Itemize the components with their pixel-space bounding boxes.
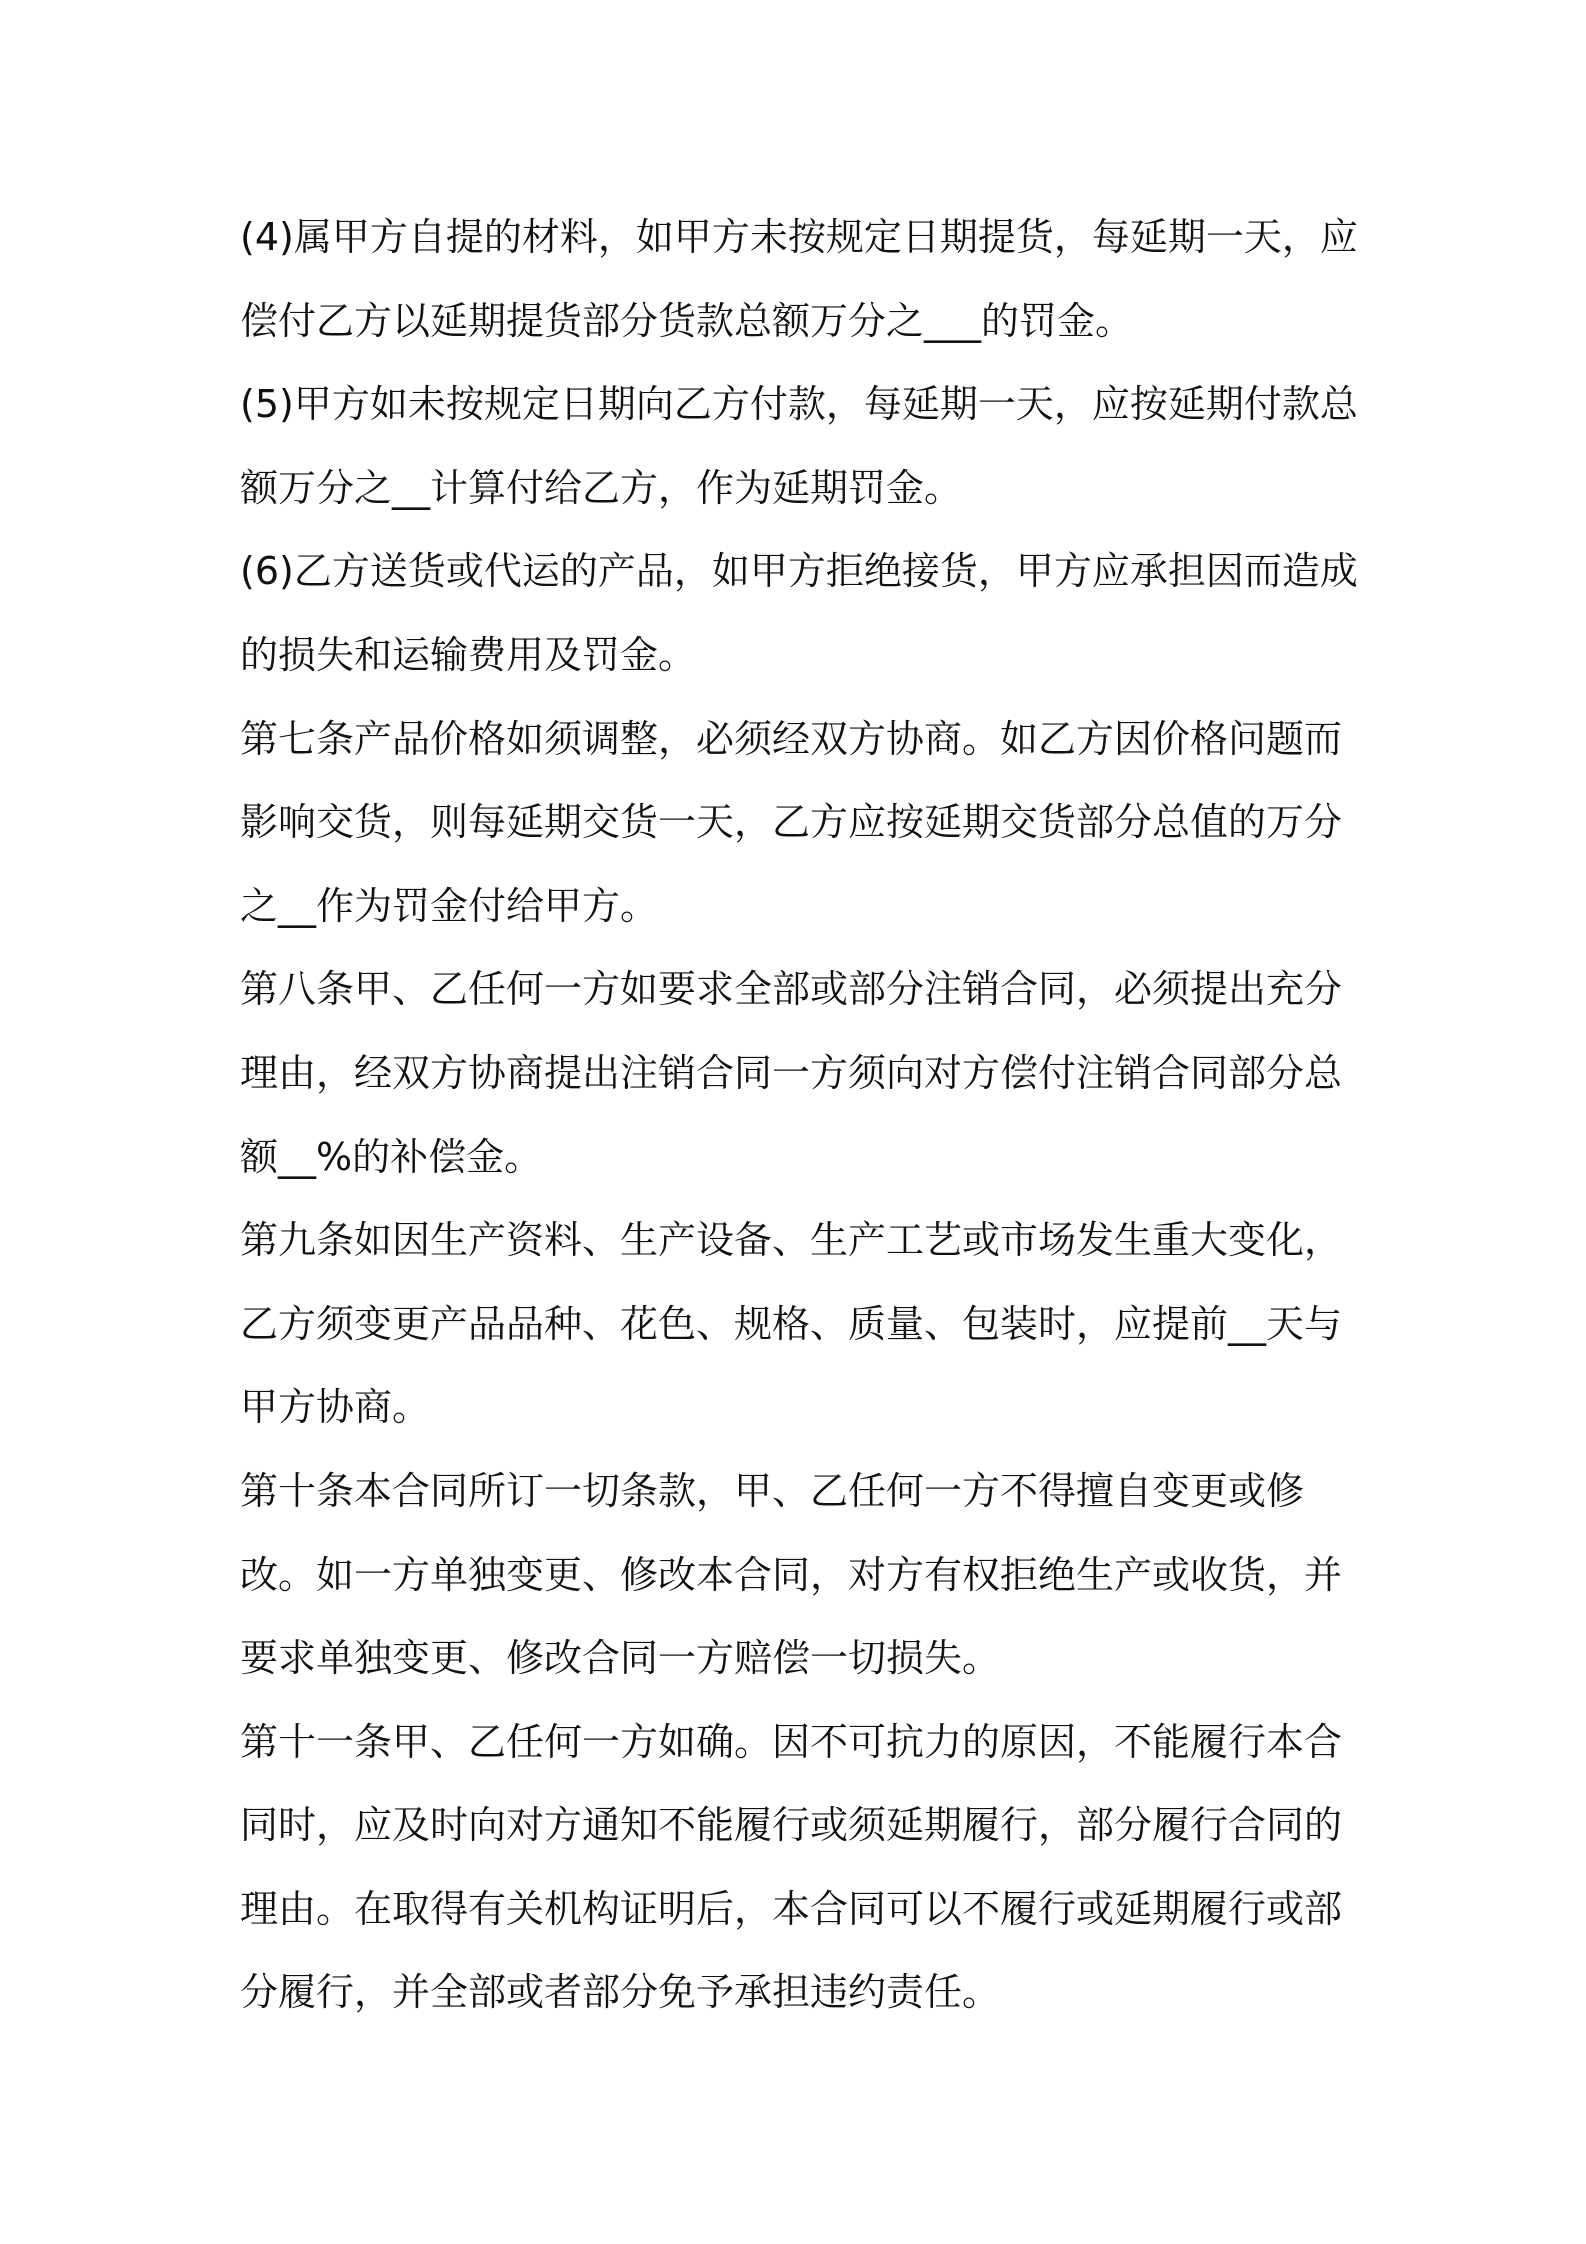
paragraph-article-8: 第八条甲、乙任何一方如要求全部或部分注销合同，必须提出充分理由，经双方协商提出注销合同一方须向对方偿付注销合同部分总额__%的补偿金。 <box>240 967 1343 1179</box>
paragraph-article-9: 第九条如因生产资料、生产设备、生产工艺或市场发生重大变化，乙方须变更产品品种、花色、规格、质量、包装时，应提前__天与甲方协商。 <box>240 1218 1343 1430</box>
paragraph-article-11: 第十一条甲、乙任何一方如确。因不可抗力的原因，不能履行本合同时，应及时向对方通知不能履行或须延期履行，部分履行合同的理由。在取得有关机构证明后，本合同可以不履行或延期履行或部分履行，并全部或者部分免予承担违约责任。 <box>240 1719 1343 2015</box>
paragraph-penalty-5: (5)甲方如未按规定日期向乙方付款，每延期一天，应按延期付款总额万分之__计算付给乙方，作为延期罚金。 <box>240 382 1358 510</box>
paragraph-penalty-4: (4)属甲方自提的材料，如甲方未按规定日期提货，每延期一天，应偿付乙方以延期提货部分货款总额万分之___的罚金。 <box>240 215 1358 343</box>
paragraph-article-10: 第十条本合同所订一切条款，甲、乙任何一方不得擅自变更或修改。如一方单独变更、修改本合同，对方有权拒绝生产或收货，并要求单独变更、修改合同一方赔偿一切损失。 <box>240 1468 1343 1681</box>
paragraph-penalty-6: (6)乙方送货或代运的产品，如甲方拒绝接货，甲方应承担因而造成的损失和运输费用及罚金。 <box>240 549 1358 677</box>
document-body <box>240 196 1360 2035</box>
paragraph-article-7: 第七条产品价格如须调整，必须经双方协商。如乙方因价格问题而影响交货，则每延期交货一天，乙方应按延期交货部分总值的万分之__作为罚金付给甲方。 <box>240 716 1343 928</box>
